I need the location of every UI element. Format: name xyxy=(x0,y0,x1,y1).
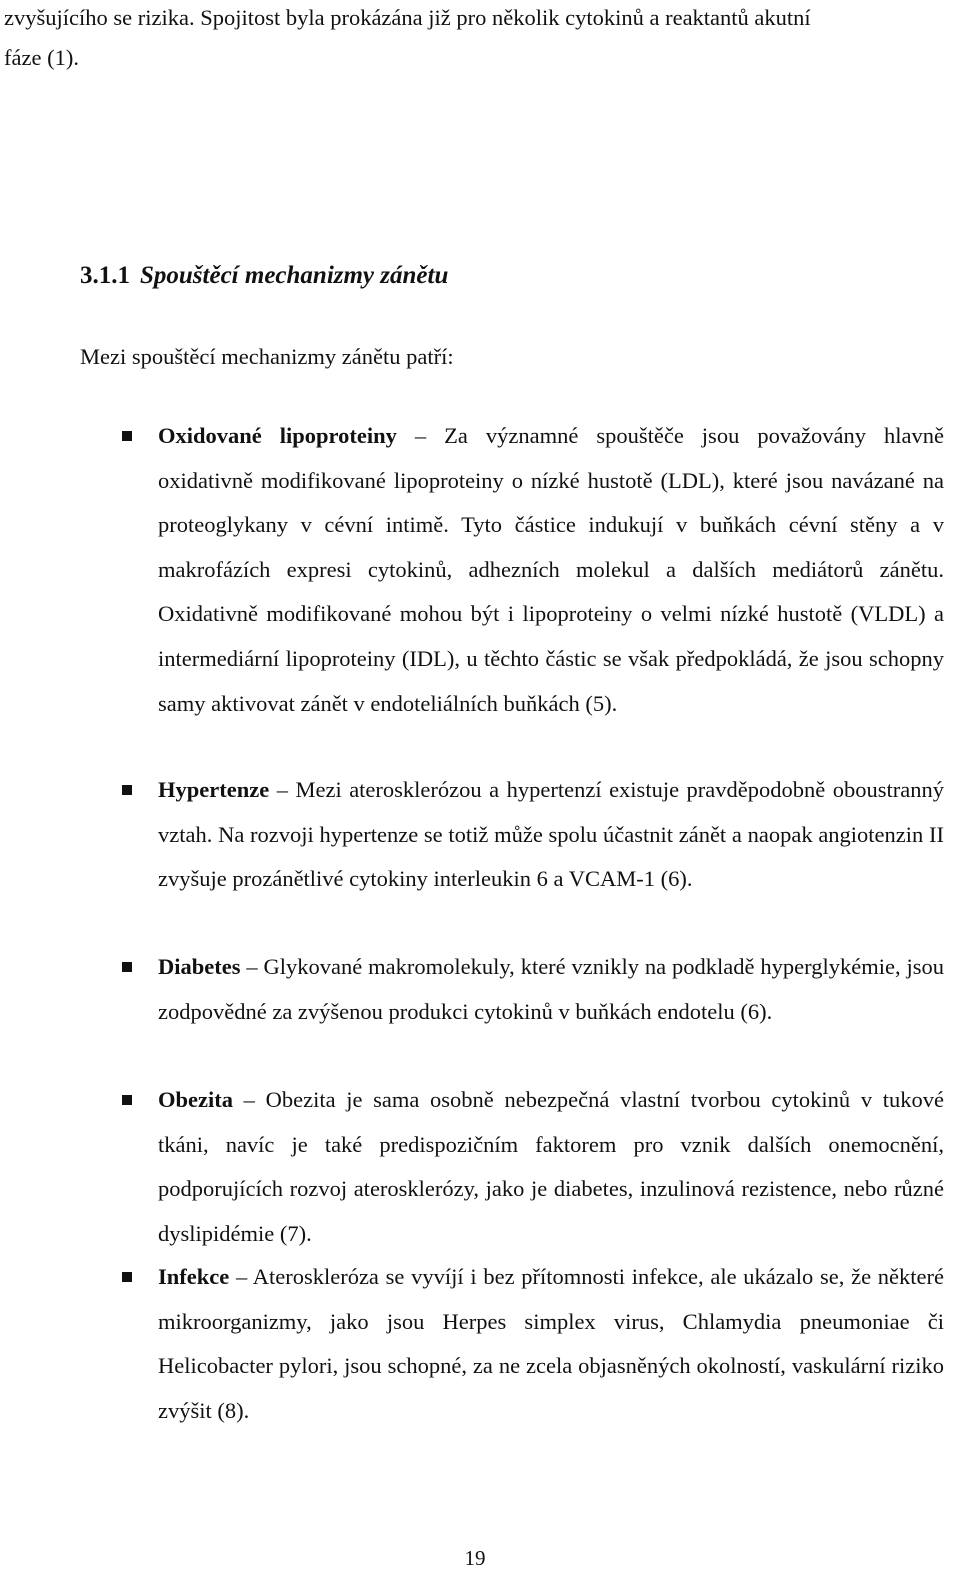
list-item-term: Obezita xyxy=(158,1087,233,1112)
list-item-text xyxy=(158,1255,944,1433)
page-number: 19 xyxy=(464,1546,486,1570)
list-item-description: Ateroskleróza se vyvíjí i bez přítomnosti infekce, ale ukázalo se, že některé mikroorganizmy, jako jsou Herpes simplex virus, Chlamydia pneumoniae či Helicobacter pylori, jsou schopné, za ne zcela objasněných okolností, vaskulární riziko zvýšit (8). xyxy=(158,1264,944,1423)
section-number: 3.1.1 xyxy=(80,262,130,289)
list-item-dash: – xyxy=(240,954,264,979)
list-item-description: Mezi aterosklerózou a hypertenzí existuje pravděpodobně oboustranný vztah. Na rozvoji hypertenze se totiž může spolu účastnit zánět a naopak angiotenzin II zvyšuje prozánětlivé cytokiny interleukin 6 a VCAM-1 (6). xyxy=(158,777,944,892)
section-heading xyxy=(80,262,448,290)
list-item-term: Infekce xyxy=(158,1264,230,1289)
bullet-square-icon xyxy=(122,962,132,972)
list-item-text xyxy=(158,414,944,726)
list-item-description: Za významné spouštěče jsou považovány hlavně oxidativně modifikované lipoproteiny o nízké hustotě (LDL), které jsou navázané na proteoglykany v cévní intimě. Tyto částice indukují v buňkách cévní stěny a v makrofázích expresi cytokinů, adhezních molekul a dalších mediátorů zánětu. Oxidativně modifikované mohou být i lipoproteiny o velmi nízké hustotě (VLDL) a intermediární lipoproteiny (IDL), u těchto částic se však předpokládá, že jsou schopny samy aktivovat zánět v endoteliálních buňkách (5). xyxy=(158,423,945,716)
list-item-description: Obezita je sama osobně nebezpečná vlastní tvorbou cytokinů v tukové tkáni, navíc je také predispozičním faktorem pro vznik dalších onemocnění, podporujících rozvoj aterosklerózy, jako je diabetes, inzulinová rezistence, nebo různé dyslipidémie (7). xyxy=(158,1087,945,1246)
list-item-dash: – xyxy=(229,1264,253,1289)
section-title: Spouštěcí mechanizmy zánětu xyxy=(140,262,449,289)
list-item-dash: – xyxy=(269,777,296,802)
bullet-square-icon xyxy=(122,1272,132,1282)
section-lead: Mezi spouštěcí mechanizmy zánětu patří: xyxy=(80,344,454,369)
list-item-text xyxy=(158,945,944,1034)
bullet-square-icon xyxy=(122,1095,132,1105)
list-item-term: Oxidované lipoproteiny xyxy=(158,423,397,448)
bullet-square-icon xyxy=(122,431,132,441)
intro-line-1: zvyšujícího se rizika. Spojitost byla prokázána již pro několik cytokinů a reaktantů akutní xyxy=(4,5,811,30)
list-item-dash: – xyxy=(396,423,445,448)
list-item-dash: – xyxy=(232,1087,266,1112)
list-item-term: Diabetes xyxy=(158,954,241,979)
intro-line-2: fáze (1). xyxy=(4,45,79,70)
list-item-text xyxy=(158,1078,944,1256)
bullet-square-icon xyxy=(122,785,132,795)
list-item-text xyxy=(158,768,944,902)
list-item-term: Hypertenze xyxy=(158,777,270,802)
list-item-description: Glykované makromolekuly, které vznikly na podkladě hyperglykémie, jsou zodpovědné za zvýšenou produkci cytokinů v buňkách endotelu (6). xyxy=(158,954,944,1024)
